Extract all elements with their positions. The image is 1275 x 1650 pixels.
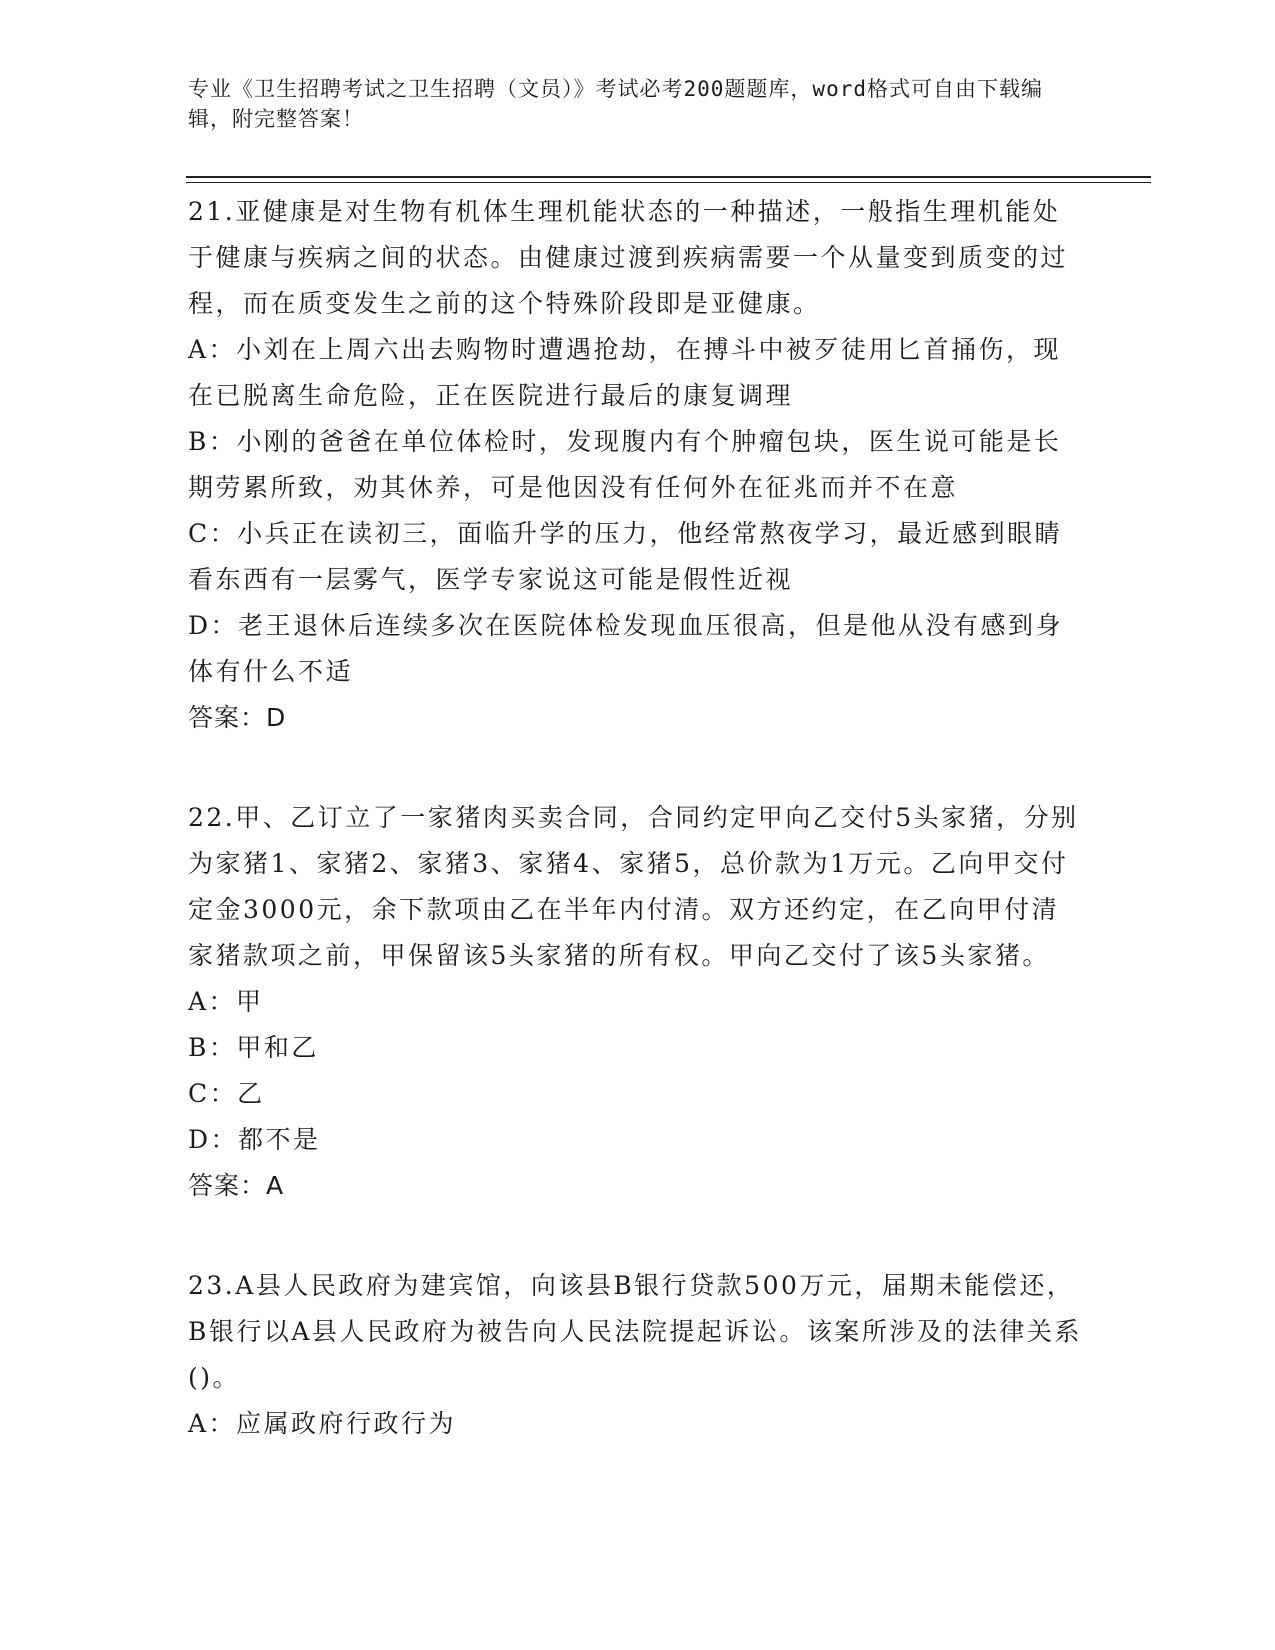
option-c: C：小兵正在读初三，面临升学的压力，他经常熬夜学习，最近感到眼睛看东西有一层雾气，医学专家说这可能是假性近视 bbox=[188, 519, 1063, 594]
question-stem: 21.亚健康是对生物有机体生理机能状态的一种描述，一般指生理机能处于健康与疾病之间的状态。由健康过渡到疾病需要一个从量变到质变的过程，而在质变发生之前的这个特殊阶段即是亚健康。 bbox=[188, 197, 1069, 318]
question-item bbox=[188, 1263, 1083, 1447]
header-title: 专业《卫生招聘考试之卫生招聘（文员）》考试必考200题题库，word格式可自由下载编辑，附完整答案！ bbox=[188, 77, 1043, 131]
option-c: C：乙 bbox=[188, 1079, 265, 1108]
option-a: A：应属政府行政行为 bbox=[188, 1409, 457, 1438]
answer-line: 答案：D bbox=[188, 703, 287, 732]
header-divider-thin bbox=[186, 182, 1151, 183]
question-list bbox=[188, 189, 1083, 1447]
question-stem: 22.甲、乙订立了一家猪肉买卖合同，合同约定甲向乙交付5头家猪，分别为家猪1、家猪2、家猪3、家猪4、家猪5，总价款为1万元。乙向甲交付定金3000元，余下款项由乙在半年内付清。双方还约定，在乙向甲付清家猪款项之前，甲保留该5头家猪的所有权。甲向乙交付了该5头家猪。 bbox=[188, 803, 1079, 970]
option-a: A：甲 bbox=[188, 987, 264, 1016]
option-a: A：小刘在上周六出去购物时遭遇抢劫，在搏斗中被歹徒用匕首捅伤，现在已脱离生命危险，正在医院进行最后的康复调理 bbox=[188, 335, 1062, 410]
option-d: D：老王退休后连续多次在医院体检发现血压很高，但是他从没有感到身体有什么不适 bbox=[188, 611, 1064, 686]
question-item bbox=[188, 189, 1083, 741]
option-b: B：小刚的爸爸在单位体检时，发现腹内有个肿瘤包块，医生说可能是长期劳累所致，劝其休养，可是他因没有任何外在征兆而并不在意 bbox=[188, 427, 1062, 502]
question-stem: 23.A县人民政府为建宾馆，向该县B银行贷款500万元，届期未能偿还，B银行以A县人民政府为被告向人民法院提起诉讼。该案所涉及的法律关系()。 bbox=[188, 1271, 1082, 1392]
option-d: D：都不是 bbox=[188, 1125, 321, 1154]
question-spacer bbox=[188, 1209, 1083, 1263]
header-divider-thick bbox=[186, 176, 1151, 178]
question-spacer bbox=[188, 741, 1083, 795]
answer-line: 答案：A bbox=[188, 1171, 285, 1200]
question-item bbox=[188, 795, 1083, 1209]
document-header bbox=[188, 74, 1068, 134]
option-b: B：甲和乙 bbox=[188, 1033, 319, 1062]
